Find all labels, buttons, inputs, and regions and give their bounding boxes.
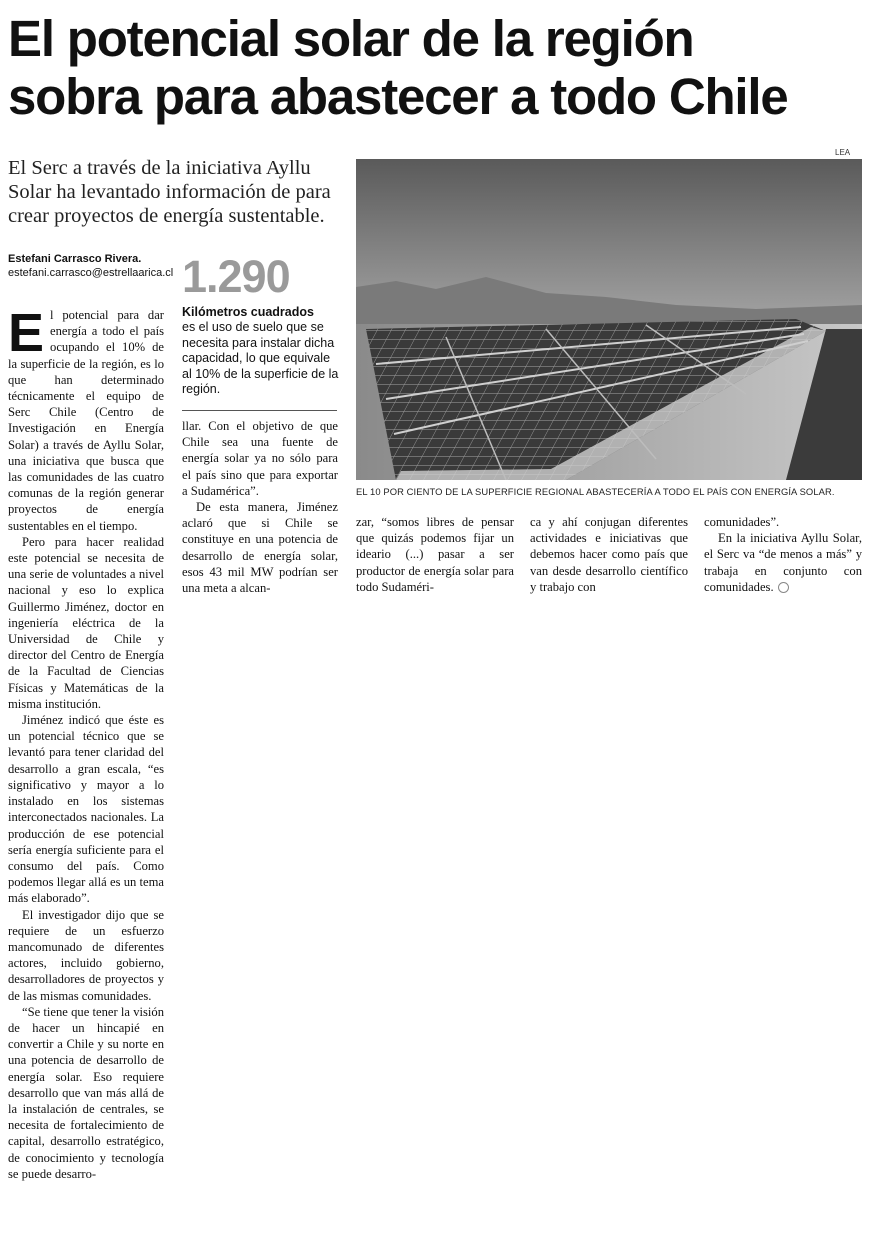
author-name: Estefani Carrasco Rivera.: [8, 253, 142, 265]
photo-credit: LEA: [835, 148, 851, 157]
body-column-3: [356, 514, 514, 595]
paragraph: ca y ahí conjugan diferentes actividades e iniciativas que debemos hacer como país que van desde desarrollo científico y trabajo con: [530, 515, 688, 594]
paragraph: comunidades”.: [704, 515, 780, 529]
headline-line-2: sobra para abastecer a todo Chile: [8, 68, 788, 125]
fact-divider: [182, 410, 337, 411]
solar-field-illustration: [356, 159, 862, 480]
paragraph: De esta manera, Jiménez aclaró que si Chile se constituye en una potencia de desarrollo de energía solar, esos 43 mil MW podrían ser una meta a alcan-: [182, 500, 338, 596]
solar-panels-photo: [356, 159, 862, 480]
subheadline: El Serc a través de la iniciativa Ayllu Solar ha levantado información de para crear proyectos de energía sustentable.: [8, 157, 331, 227]
fact-box: [182, 253, 342, 398]
body-column-1: [8, 303, 164, 1182]
body-column-5: [704, 514, 862, 595]
author-email: estefani.carrasco@estrellaarica.cl: [8, 267, 174, 279]
drop-cap: E: [8, 303, 45, 363]
fact-number: 1.290: [182, 251, 290, 302]
fact-label: Kilómetros cuadrados: [182, 305, 314, 319]
body-column-4: [530, 514, 688, 595]
paragraph: Jiménez indicó que éste es un potencial técnico que se levantó para tener claridad del desarrollo a gran escala, “es significativo y mayor a lo instalado en los sistemas interconectados nacionales. La producción de ese potencial sería energía suficiente para el consumo del país. Como podemos llegar allá es un tema más elaborado”.: [8, 713, 164, 906]
paragraph: El investigador dijo que se requiere de un esfuerzo mancomunado de diferentes actores, incluido gobierno, desarrolladores de proyectos y de las mismas comunidades.: [8, 907, 164, 1003]
paragraph: En la iniciativa Ayllu Solar, el Serc va “de menos a más” y trabaja en conjunto con comunidades.: [704, 531, 862, 594]
paragraph: Pero para hacer realidad este potencial se necesita de una serie de voluntades a nivel nacional y eso lo explica Guillermo Jiménez, doctor en ingeniería eléctrica de la Universidad de Chile y director del Centro de Energía de la Facultad de Ciencias Físicas y Matemáticas de la misma institución.: [8, 534, 164, 711]
byline: [8, 252, 183, 280]
paragraph: “Se tiene que tener la visión de hacer un hincapié en convertir a Chile y su norte en una potencia de desarrollo de energía solar. Eso requiere desarrollo que van más allá de la instalación de centrales, se necesita de fortalecimiento de capital, desarrollo estratégico, de conocimiento y tecnología se puede desarro-: [8, 1004, 164, 1181]
end-mark-icon: [778, 582, 789, 593]
photo-caption: EL 10 POR CIENTO DE LA SUPERFICIE REGIONAL ABASTECERÍA A TODO EL PAÍS CON ENERGÍA SOLAR.: [356, 486, 835, 497]
paragraph: llar. Con el objetivo de que Chile sea una fuente de energía solar ya no sólo para el país sino que para exportar a Sudamérica”.: [182, 419, 338, 498]
headline-line-1: El potencial solar de la región: [8, 10, 694, 67]
paragraph: l potencial para dar energía a todo el país ocupando el 10% de la superficie de la región, es lo que han determinado técnicamente el equipo de Serc Chile (Centro de Investigación en Energía Solar) a través de Ayllu Solar, una iniciativa que busca que las comunidades de las cuatro comunas de la región generar proyectos de energía sustentables en el tiempo.: [8, 308, 164, 533]
fact-text: es el uso de suelo que se necesita para instalar dicha capacidad, lo que equivale al 10% de la superficie de la región.: [182, 320, 339, 396]
body-column-2: [182, 418, 338, 596]
paragraph: zar, “somos libres de pensar que quizás podemos fijar un ideario (...) pasar a ser productor de energía solar para todo Sudaméri-: [356, 515, 514, 594]
headline: [8, 10, 868, 126]
